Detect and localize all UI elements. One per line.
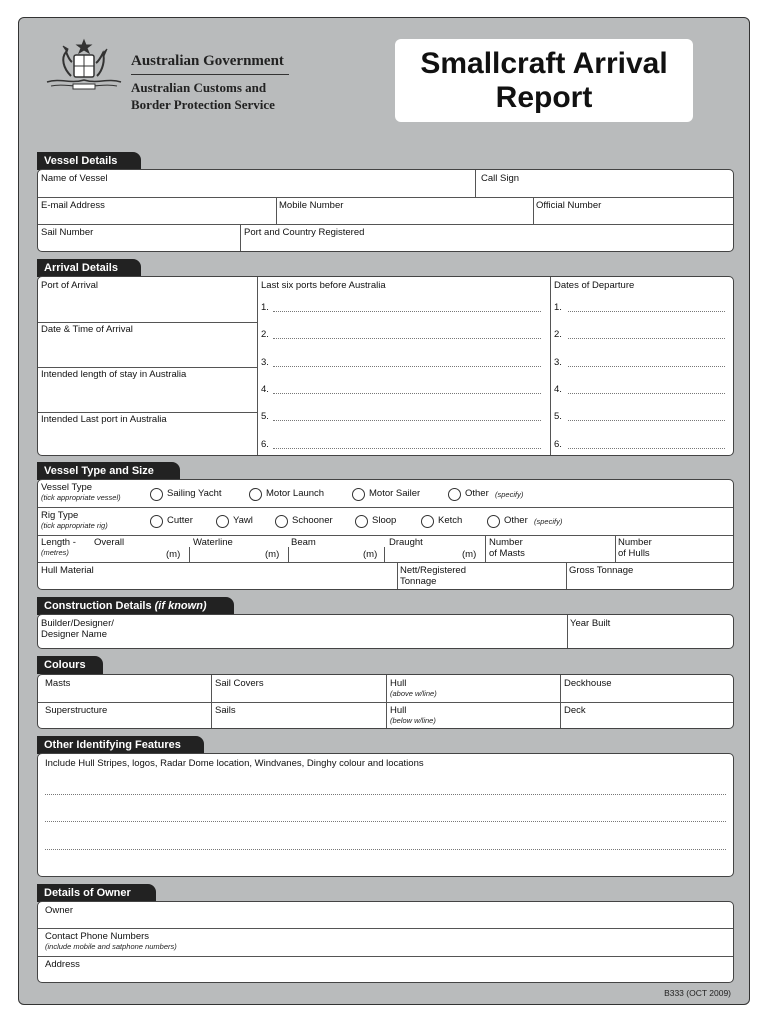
date-input-line[interactable]: [568, 393, 725, 394]
superstructure-colour-field[interactable]: Superstructure: [45, 705, 108, 716]
builder-label-1[interactable]: Builder/Designer/: [41, 618, 114, 629]
motor-sailer-label: Motor Sailer: [369, 488, 421, 499]
masts-count-label-2: of Masts: [489, 548, 525, 559]
arrival-datetime-field[interactable]: Date & Time of Arrival: [41, 324, 133, 335]
six-ports-heading: Last six ports before Australia: [261, 280, 386, 291]
yawl-checkbox[interactable]: [216, 515, 229, 528]
section-vessel-type: Vessel Type and Size: [37, 462, 180, 480]
arrival-details-box: [37, 276, 734, 456]
port-input-line[interactable]: [273, 393, 541, 394]
stay-length-field[interactable]: Intended length of stay in Australia: [41, 369, 187, 380]
port-input-line[interactable]: [273, 366, 541, 367]
header-divider: [131, 74, 289, 75]
other-features-box: [37, 753, 734, 877]
date-line-number: 3.: [554, 357, 562, 368]
hull-above-colour-field[interactable]: Hull: [390, 678, 407, 689]
construction-box: [37, 614, 734, 649]
features-input-line[interactable]: [45, 794, 726, 795]
overall-length-field[interactable]: Overall: [94, 537, 125, 548]
section-arrival-details: Arrival Details: [37, 259, 141, 277]
hulls-count-label-1[interactable]: Number: [618, 537, 652, 548]
ketch-checkbox[interactable]: [421, 515, 434, 528]
sail-number-field[interactable]: Sail Number: [41, 227, 94, 238]
sail-covers-colour-field[interactable]: Sail Covers: [215, 678, 264, 689]
rig-type-label: Rig Type: [41, 510, 79, 521]
colours-box: [37, 674, 734, 729]
motor-launch-label: Motor Launch: [266, 488, 325, 499]
date-input-line[interactable]: [568, 338, 725, 339]
port-input-line[interactable]: [273, 448, 541, 449]
unit-m: (m): [363, 549, 378, 560]
date-input-line[interactable]: [568, 366, 725, 367]
nett-tonnage-label-2: Tonnage: [400, 576, 437, 587]
form-code: B333 (OCT 2009): [664, 988, 731, 998]
date-line-number: 2.: [554, 329, 562, 340]
motor-sailer-checkbox[interactable]: [352, 488, 365, 501]
vessel-details-box: [37, 169, 734, 252]
other-features-instructions: Include Hull Stripes, logos, Radar Dome location, Windvanes, Dinghy colour and locations: [45, 758, 424, 769]
port-line-number: 3.: [261, 357, 269, 368]
date-line-number: 5.: [554, 411, 562, 422]
hull-below-colour-field[interactable]: Hull: [390, 705, 407, 716]
schooner-label: Schooner: [292, 515, 333, 526]
cutter-checkbox[interactable]: [150, 515, 163, 528]
nett-tonnage-label-1[interactable]: Nett/Registered: [400, 565, 467, 576]
unit-m: (m): [265, 549, 280, 560]
section-vessel-details: Vessel Details: [37, 152, 141, 170]
port-input-line[interactable]: [273, 338, 541, 339]
call-sign-field[interactable]: Call Sign: [481, 173, 520, 184]
agency-line-1: Australian Customs and: [131, 80, 267, 95]
vessel-other-checkbox[interactable]: [448, 488, 461, 501]
metres-note: (metres): [41, 548, 69, 557]
sailing-yacht-label: Sailing Yacht: [167, 488, 222, 499]
rig-type-note: (tick appropriate rig): [41, 521, 108, 530]
length-label: Length -: [41, 537, 76, 548]
vessel-other-label: Other: [465, 488, 489, 499]
sails-colour-field[interactable]: Sails: [215, 705, 236, 716]
hull-below-note: (below w/line): [390, 716, 436, 725]
unit-m: (m): [166, 549, 181, 560]
vessel-type-note: (tick appropriate vessel): [41, 493, 121, 502]
features-input-line[interactable]: [45, 849, 726, 850]
waterline-field[interactable]: Waterline: [193, 537, 233, 548]
port-of-arrival-field[interactable]: Port of Arrival: [41, 280, 99, 291]
date-line-number: 1.: [554, 302, 562, 313]
owner-field[interactable]: Owner: [45, 905, 73, 916]
port-country-field[interactable]: Port and Country Registered: [244, 227, 365, 238]
owner-box: [37, 901, 734, 983]
beam-field[interactable]: Beam: [291, 537, 316, 548]
port-line-number: 5.: [261, 411, 269, 422]
port-line-number: 4.: [261, 384, 269, 395]
email-field[interactable]: E-mail Address: [41, 200, 105, 211]
vessel-type-box: [37, 479, 734, 590]
vessel-name-field[interactable]: Name of Vessel: [41, 173, 108, 184]
coat-of-arms-icon: [41, 38, 127, 98]
section-owner: Details of Owner: [37, 884, 156, 902]
agency-name: [131, 79, 275, 113]
sailing-yacht-checkbox[interactable]: [150, 488, 163, 501]
hull-above-note: (above w/line): [390, 689, 437, 698]
construction-heading-note: (if known): [154, 600, 207, 612]
address-field[interactable]: Address: [45, 959, 80, 970]
date-line-number: 6.: [554, 439, 562, 450]
masts-count-label-1[interactable]: Number: [489, 537, 523, 548]
date-line-number: 4.: [554, 384, 562, 395]
deck-colour-field[interactable]: Deck: [564, 705, 586, 716]
construction-heading: Construction Details: [44, 600, 152, 612]
port-line-number: 2.: [261, 329, 269, 340]
form-page: [18, 17, 750, 1005]
date-input-line[interactable]: [568, 420, 725, 421]
section-other-features: Other Identifying Features: [37, 736, 204, 754]
rig-other-label: Other: [504, 515, 528, 526]
form-title-line-2: Report: [495, 81, 593, 114]
departure-dates-heading: Dates of Departure: [554, 280, 635, 291]
cutter-label: Cutter: [167, 515, 193, 526]
mobile-number-field[interactable]: Mobile Number: [279, 200, 344, 211]
vessel-type-label: Vessel Type: [41, 482, 93, 493]
deckhouse-colour-field[interactable]: Deckhouse: [564, 678, 612, 689]
vessel-other-specify: (specify): [495, 490, 524, 499]
masts-colour-field[interactable]: Masts: [45, 678, 71, 689]
hulls-count-label-2: of Hulls: [618, 548, 650, 559]
official-number-field[interactable]: Official Number: [536, 200, 602, 211]
year-built-field[interactable]: Year Built: [570, 618, 611, 629]
gross-tonnage-field[interactable]: Gross Tonnage: [569, 565, 634, 576]
contact-phones-note: (include mobile and satphone numbers): [45, 942, 177, 951]
section-construction: [37, 597, 234, 615]
port-input-line[interactable]: [273, 420, 541, 421]
rig-other-checkbox[interactable]: [487, 515, 500, 528]
unit-m: (m): [462, 549, 477, 560]
date-input-line[interactable]: [568, 448, 725, 449]
form-title: [395, 39, 693, 122]
builder-label-2: Designer Name: [41, 629, 107, 640]
sloop-label: Sloop: [372, 515, 397, 526]
ketch-label: Ketch: [438, 515, 463, 526]
government-logo: [41, 38, 301, 128]
port-line-number: 6.: [261, 439, 269, 450]
form-title-line-1: Smallcraft Arrival: [420, 47, 668, 80]
section-colours: Colours: [37, 656, 103, 674]
sloop-checkbox[interactable]: [355, 515, 368, 528]
schooner-checkbox[interactable]: [275, 515, 288, 528]
port-line-number: 1.: [261, 302, 269, 313]
hull-material-field[interactable]: Hull Material: [41, 565, 94, 576]
features-input-line[interactable]: [45, 821, 726, 822]
port-input-line[interactable]: [273, 311, 541, 312]
agency-line-2: Border Protection Service: [131, 97, 275, 112]
date-input-line[interactable]: [568, 311, 725, 312]
last-port-field[interactable]: Intended Last port in Australia: [41, 414, 167, 425]
rig-other-specify: (specify): [534, 517, 563, 526]
contact-phones-field[interactable]: Contact Phone Numbers: [45, 931, 150, 942]
motor-launch-checkbox[interactable]: [249, 488, 262, 501]
yawl-label: Yawl: [233, 515, 253, 526]
draught-field[interactable]: Draught: [389, 537, 423, 548]
government-name: Australian Government: [131, 53, 284, 69]
